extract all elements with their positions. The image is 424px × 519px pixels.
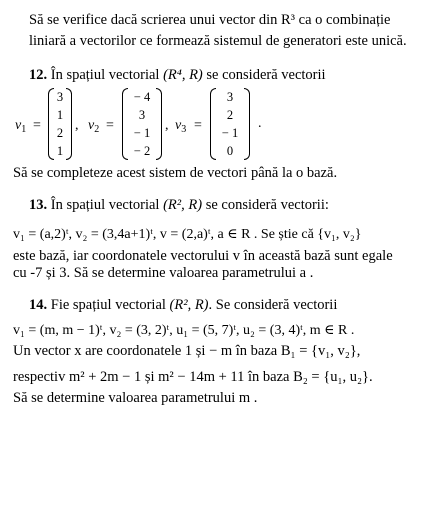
- vector-v3-matrix: [210, 88, 250, 160]
- problem-12-tail: Să se completeze acest sistem de vectori până la o bază.: [13, 165, 338, 181]
- problem-14-line-4: respectiv m² + 2m − 1 și m² − 14m + 11 în baza B₂ = {u₁, u₂}.: [13, 369, 373, 385]
- vector-v2-entry: 3: [138, 108, 146, 122]
- vector-v1-matrix: [48, 88, 72, 160]
- problem-12-heading-a: În spațiul vectorial: [50, 67, 160, 83]
- vector-v1-label: $v_1$: [15, 118, 27, 135]
- problem-14-line-3: Un vector x are coordonatele 1 și − m în baza B₁ = {v₁, v₂},: [13, 343, 361, 359]
- problem-13-space: (R², R): [163, 197, 203, 213]
- problem-14-line-2: v₁ = (m, m − 1)ᵗ, v₂ = (3, 2)ᵗ, u₁ = (5, 7)ᵗ, u₂ = (3, 4)ᵗ, m ∈ R .: [13, 323, 355, 338]
- problem-14-heading-a: Fie spațiul vectorial: [50, 297, 166, 313]
- equals-sign: =: [106, 118, 114, 133]
- problem-13-line-4: cu -7 și 3. Să se determine valoarea parametrului a .: [13, 265, 314, 281]
- vector-v2-entry: − 4: [133, 90, 151, 104]
- vector-v1-entry: 1: [56, 144, 64, 158]
- intro-line-1: Să se verifice dacă scrierea unui vector din R³ ca o combinație: [29, 12, 391, 28]
- problem-12-number: 12.: [29, 67, 48, 83]
- problem-14-heading-b: . Se consideră vectorii: [208, 297, 338, 313]
- comma: ,: [165, 118, 169, 133]
- problem-13-number: 13.: [29, 197, 48, 213]
- vector-v2-matrix: [122, 88, 162, 160]
- equals-sign: =: [33, 118, 41, 133]
- problem-13-heading-a: În spațiul vectorial: [50, 197, 160, 213]
- vector-v2-label: $v_2$: [88, 118, 100, 135]
- vector-v1-entry: 3: [56, 90, 64, 104]
- problem-13-line-3: este bază, iar coordonatele vectorului v în această bază sunt egale: [13, 248, 393, 264]
- vector-v3-label: $v_3$: [175, 118, 187, 135]
- intro-line-2: liniară a vectorilor ce formează sistemul de generatori este unică.: [29, 33, 407, 49]
- vector-v2-entry: − 2: [133, 144, 151, 158]
- problem-12-heading: [29, 66, 326, 84]
- vector-v1-entry: 1: [56, 108, 64, 122]
- vector-v3-entry: 2: [226, 108, 234, 122]
- problem-14-number: 14.: [29, 297, 48, 313]
- problem-14-line-5: Să se determine valoarea parametrului m .: [13, 390, 258, 406]
- vector-v3-entry: 3: [226, 90, 234, 104]
- problem-13-heading: [29, 196, 329, 214]
- vector-v3-entry: 0: [226, 144, 234, 158]
- comma: ,: [75, 118, 79, 133]
- vector-v2-entry: − 1: [133, 126, 151, 140]
- problem-14-space: (R², R): [169, 297, 209, 313]
- problem-13-line-2: v₁ = (a,2)ᵗ, v₂ = (3,4a+1)ᵗ, v = (2,a)ᵗ, a ∈ R . Se știe că {v₁, v₂}: [13, 227, 362, 242]
- problem-14-heading: [29, 296, 337, 314]
- problem-12-heading-b: se consideră vectorii: [206, 67, 326, 83]
- vector-v1-entry: 2: [56, 126, 64, 140]
- problem-12-space: (R⁴, R): [163, 67, 203, 83]
- problem-13-heading-b: se consideră vectorii:: [205, 197, 329, 213]
- period: .: [258, 116, 262, 131]
- equals-sign: =: [194, 118, 202, 133]
- vector-v3-entry: − 1: [221, 126, 239, 140]
